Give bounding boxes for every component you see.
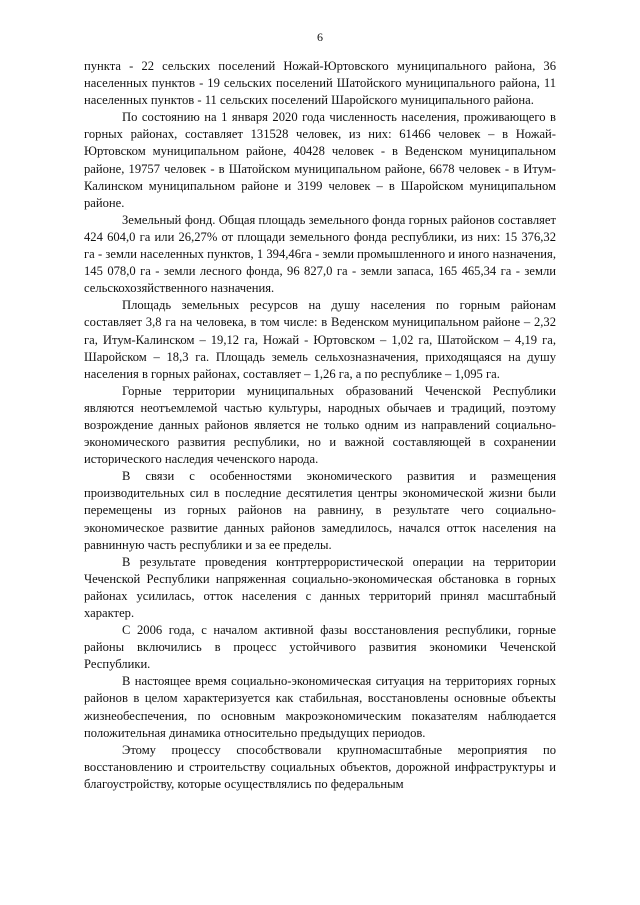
- page-number: 6: [317, 30, 323, 44]
- paragraph-counter-terror-operation: В результате проведения контртеррористической операции на территории Чеченской Республики напряженная социально-экономическая обстановка в горных районах усилилась, отток населения с данных территорий принял масштабный характер.: [84, 554, 556, 620]
- paragraph-land-per-capita: Площадь земельных ресурсов на душу населения по горным районам составляет 3,8 га на человека, в том числе: в Веденском муниципальном районе – 2,32 га, Итум-Калинском – 19,12 га, Ножай - Юртовском – 1,02 га, Шатойском – 4,19 га, Шаройском – 18,3 га. Площадь земель сельхозназначения, приходящаяся на душу населения в горных районах, составляет – 1,26 га, а по республике – 1,095 га.: [84, 298, 556, 381]
- paragraph-economic-centers: В связи с особенностями экономического развития и размещения производительных сил в последние десятилетия центры экономической жизни были перемещены из горных районов на равнину, в результате чего социально-экономическое развитие данных районов замедлилось, начался отток населения на равнинную часть республики и за ее пределы.: [84, 469, 556, 552]
- paragraph-measures: Этому процессу способствовали крупномасштабные мероприятия по восстановлению и строительству социальных объектов, дорожной инфраструктуры и благоустройству, которые осуществлялись по федеральным: [84, 742, 556, 791]
- paragraph-continuation: пункта - 22 сельских поселений Ножай-Юртовского муниципального района, 36 населенных пунктов - 19 сельских поселений Шатойского муниципального района, 11 населенных пунктов - 11 сельских поселений Шаройского муниципального района.: [84, 59, 556, 108]
- paragraph-mountain-territories: Горные территории муниципальных образований Чеченской Республики являются неотъемлемой частью культуры, народных обычаев и традиций, поэтому возрождение данных районов является не только одним из направлений социально-экономического развития республики, но и важной составляющей в сохранении исторического наследия чеченского народа.: [84, 383, 556, 467]
- paragraph-since-2006: С 2006 года, с началом активной фазы восстановления республики, горные районы включились в процесс устойчивого развития экономики Чеченской Республики.: [84, 623, 556, 672]
- paragraph-current-situation: В настоящее время социально-экономическая ситуация на территориях горных районов в целом характеризуется как стабильная, восстановлены основные объекты жизнеобеспечения, по основным макроэкономическим показателям наблюдается положительная динамика относительно предыдущих периодов.: [84, 674, 556, 740]
- paragraph-population: По состоянию на 1 января 2020 года численность населения, проживающего в горных районах, составляет 131528 человек, из них: 61466 человек – в Ножай-Юртовском муниципальном районе, 40428 человек - в Веденском муниципальном районе, 19757 человек - в Шатойском муниципальном районе, 6678 человек - в Итум-Калинском муниципальном районе и 3199 человек – в Шаройском муниципальном районе.: [84, 110, 556, 210]
- body-text: [84, 58, 556, 793]
- paragraph-land-fund: Земельный фонд. Общая площадь земельного фонда горных районов составляет 424 604,0 га или 26,27% от площади земельного фонда республики, из них: 15 376,32 га - земли населенных пунктов, 1 394,46га - земли промышленного и иного назначения, 145 078,0 га - земли лесного фонда, 96 827,0 га - земли запаса, 165 465,34 га - земли сельскохозяйственного назначения.: [84, 212, 556, 296]
